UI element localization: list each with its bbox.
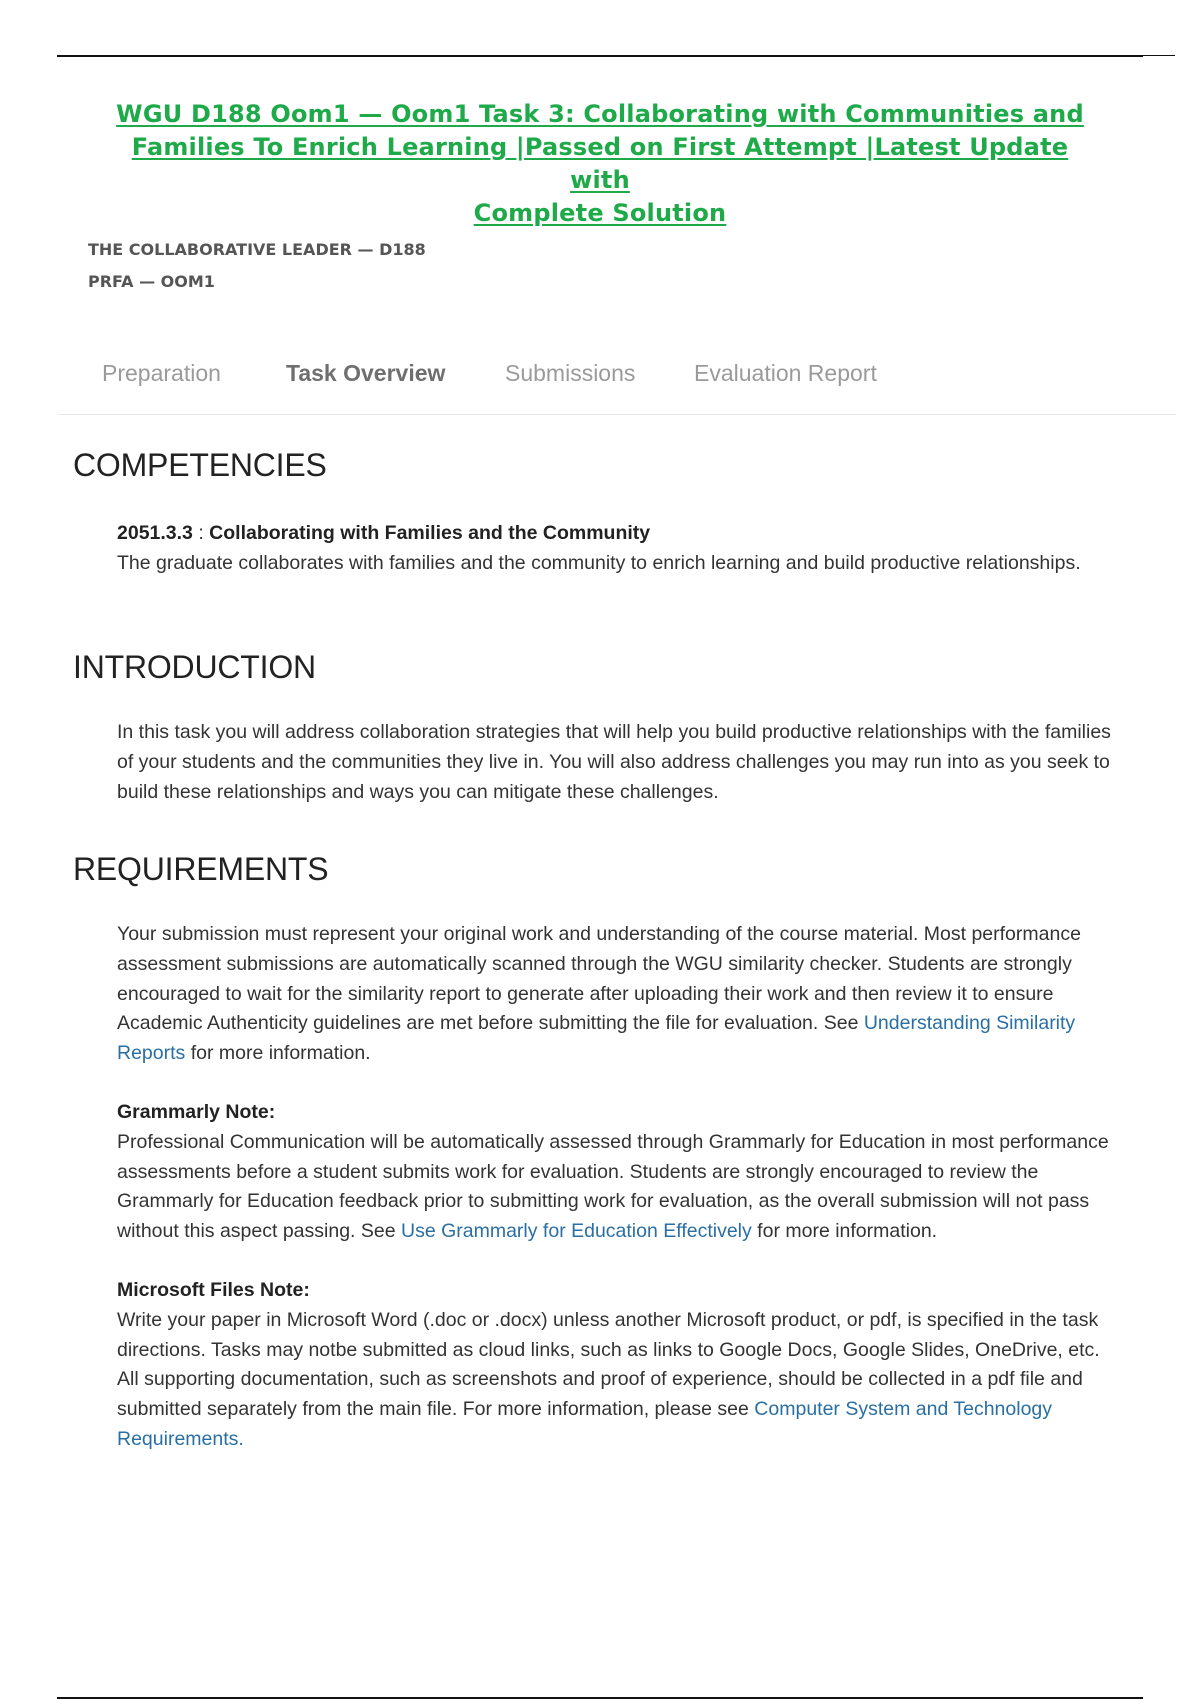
competencies-heading: COMPETENCIES: [73, 447, 327, 483]
title-line-2[interactable]: Families To Enrich Learning |Passed on First Attempt |Latest Update with: [131, 133, 1069, 194]
microsoft-note-title: Microsoft Files Note:: [117, 1278, 310, 1301]
grammarly-note-title: Grammarly Note:: [117, 1100, 276, 1123]
similarity-reports-link[interactable]: Understanding Similarity Reports: [117, 1012, 1076, 1065]
task-tabs: [58, 360, 1176, 415]
course-info: [88, 234, 426, 298]
tab-preparation[interactable]: Preparation: [102, 360, 221, 386]
introduction-text: In this task you will address collaboration strategies that will help you build productive relationships with the families of your students and the communities they live in. You will also address challenges you may run into as you seek to build these relationships and ways you can mitigate these challenges.: [117, 721, 1111, 803]
microsoft-paragraph: [117, 1306, 1117, 1455]
competency-description: The graduate collaborates with families and the community to enrich learning and build productive relationships.: [117, 551, 1081, 574]
tab-evaluation-report[interactable]: Evaluation Report: [694, 360, 877, 386]
bottom-rule: [57, 1697, 1143, 1699]
tab-submissions[interactable]: Submissions: [505, 360, 636, 386]
course-code: PRFA — OOM1: [88, 272, 215, 291]
requirements-heading: REQUIREMENTS: [73, 851, 329, 887]
competency-separator: :: [192, 522, 210, 544]
competency-title: Collaborating with Families and the Community: [209, 522, 651, 544]
tab-task-overview[interactable]: Task Overview: [286, 360, 446, 386]
introduction-heading: INTRODUCTION: [73, 649, 316, 685]
microsoft-text: Write your paper in Microsoft Word (.doc or .docx) unless another Microsoft product, or pdf, is specified in the task directions. Tasks may notbe submitted as cloud links, such as links to Google Docs, Google Slides, OneDrive, etc. All supporting documentation, such as screenshots and proof of experience, should be collected in a pdf file and submitted separately from the main file. For more information, please see: [117, 1308, 1100, 1421]
introduction-block: [117, 718, 1117, 807]
grammarly-link[interactable]: Use Grammarly for Education Effectively: [401, 1220, 752, 1243]
grammarly-tail: for more information.: [751, 1220, 938, 1243]
top-rule-tail: [1143, 55, 1175, 56]
competency-code: 2051.3.3: [117, 522, 193, 544]
grammarly-paragraph: [117, 1128, 1117, 1247]
requirements-block: [117, 920, 1117, 1455]
grammarly-text: Professional Communication will be automatically assessed through Grammarly for Education in most performance assessments before a student submits work for evaluation. Students are strongly encouraged to review the Grammarly for Education feedback prior to submitting work for evaluation, as the overall submission will not pass without this aspect passing. See: [117, 1130, 1109, 1243]
title-line-1[interactable]: WGU D188 Oom1 — Oom1 Task 3: Collaborating with Communities and: [116, 100, 1084, 128]
system-requirements-link[interactable]: Computer System and Technology Requirements.: [117, 1398, 1053, 1450]
document-title[interactable]: [100, 98, 1100, 230]
top-rule: [57, 55, 1143, 57]
originality-paragraph: [117, 920, 1117, 1069]
title-line-3[interactable]: Complete Solution: [473, 199, 727, 227]
competency-line: [117, 519, 1117, 549]
originality-text: Your submission must represent your original work and understanding of the course material. Most performance assessment submissions are automatically scanned through the WGU similarity checker. Students are strongly encouraged to wait for the similarity report to generate after uploading their work and then review it to ensure Academic Authenticity guidelines are met before submitting the file for evaluation. See: [117, 923, 1081, 1035]
originality-tail: for more information.: [185, 1042, 371, 1065]
competency-block: [117, 519, 1117, 579]
course-name: THE COLLABORATIVE LEADER — D188: [88, 240, 426, 259]
